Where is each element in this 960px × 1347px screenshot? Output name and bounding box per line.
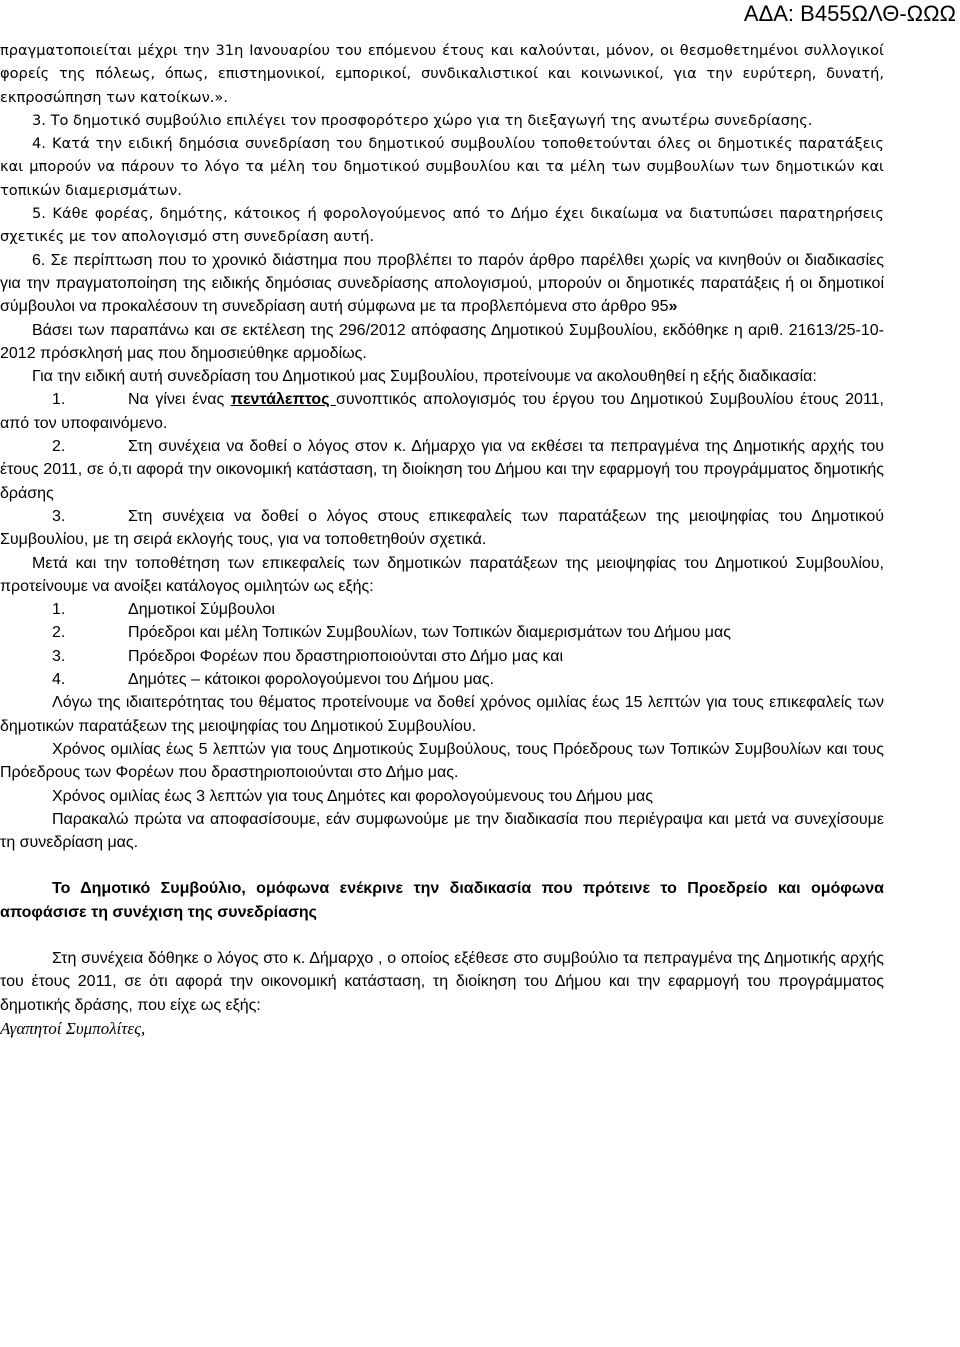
procedure-item-text-post: συνοπτικός απολογισμός του έργου του Δημοτικού Συμβουλίου έτους 2011, από τον υποφαινόμενο.: [0, 391, 885, 432]
procedure-item-number: 2.: [52, 438, 66, 456]
paragraph-speakers-intro: Μετά και την τοποθέτηση των επικεφαλείς των δημοτικών παρατάξεων της μειοψηφίας του Δημοτικού Συμβουλίου, προτείνουμε να ανοίξει κατάλογος ομιλητών ως εξής:: [0, 554, 884, 595]
law-excerpt: [0, 39, 884, 249]
procedure-item-number: 3.: [52, 507, 66, 525]
paragraph-time-leaders: Λόγω της ιδιαιτερότητας του θέματος προτείνουμε να δοθεί χρόνος ομιλίας έως 15 λεπτών για τους επικεφαλείς των δημοτικών παρατάξεων της μειοψηφίας του Δημοτικού Συμβουλίου.: [0, 694, 884, 735]
speaker-item-1: [0, 598, 884, 621]
speaker-item-3: [0, 645, 884, 668]
paragraph-law-5: 5. Κάθε φορέας, δημότης, κάτοικος ή φορολογούμενος από το Δήμο έχει δικαίωμα να διατυπώσει παρατηρήσεις σχετικές με τον απολογισμό στη συνεδρίαση αυτή.: [0, 205, 884, 246]
speaker-item-4: [0, 668, 884, 691]
speaker-item-number: 3.: [52, 647, 66, 665]
paragraph-time-councillors: Χρόνος ομιλίας έως 5 λεπτών για τους Δημοτικούς Συμβούλους, τους Πρόεδρους των Τοπικών Συμβουλίων και τους Πρόεδρους των Φορέων που δραστηριοποιούνται στο Δήμο μας.: [0, 740, 884, 782]
paragraph-please-decide: Παρακαλώ πρώτα να αποφασίσουμε, εάν συμφωνούμε με την διαδικασία που περιέγραψα και μετά να συνεχίσουμε τη συνεδρίαση μας.: [0, 810, 884, 852]
paragraph-law-4: 4. Κατά την ειδική δημόσια συνεδρίαση του δημοτικού συμβουλίου τοποθετούνται όλες οι δημοτικές παρατάξεις και μπορούν να πάρουν το λόγο τα μέλη του δημοτικού συμβουλίου και τα μέλη των συμβουλίων των δημοτικών και τοπικών διαμερισμάτων.: [0, 135, 884, 199]
closing-quote: »: [668, 298, 678, 316]
procedure-item-3: [0, 505, 884, 552]
spacer: [0, 924, 884, 947]
paragraph-law-6-text: 6. Σε περίπτωση που το χρονικό διάστημα που προβλέπει το παρόν άρθρο παρέλθει χωρίς να κινηθούν οι διαδικασίες για την πραγματοποίηση της ειδικής δημόσιας συνεδρίασης απολογισμού, μπορούν οι δημοτικές παρατάξεις ή οι δημοτικοί σύμβουλοι να προκαλέσουν τη συνεδρίαση αυτή σύμφωνα με τα προβλεπόμενα στο άρθρο 95: [0, 251, 884, 316]
paragraph-law-6: [0, 249, 884, 319]
procedure-item-1: [0, 388, 884, 435]
paragraph-basei: Βάσει των παραπάνω και σε εκτέλεση της 296/2012 απόφασης Δημοτικού Συμβουλίου, εκδόθηκε η αριθ. 21613/25-10-2012 πρόσκλησή μας που δημοσιεύθηκε αρμοδίως.: [0, 321, 884, 362]
spacer: [0, 854, 884, 877]
procedure-item-number: 1.: [52, 391, 66, 409]
proposal-section: [0, 249, 884, 1041]
speaker-item-2: [0, 621, 884, 644]
procedure-item-text: Στη συνέχεια να δοθεί ο λόγος στους επικεφαλείς των παρατάξεων της μειοψηφίας του Δημοτικού Συμβουλίου, με τη σειρά εκλογής τους, για να τοποθετηθούν σχετικά.: [0, 507, 884, 549]
procedure-item-text: Στη συνέχεια να δοθεί ο λόγος στον κ. Δήμαρχο για να εκθέσει τα πεπραγμένα της Δημοτικής αρχής του έτους 2011, σε ό,τι αφορά την οικονομική κατάσταση, τη διοίκηση του Δήμου και την εφαρμογή του προγράμματος δημοτικής δράσης: [0, 438, 884, 502]
speaker-item-number: 4.: [52, 671, 66, 689]
salutation: Αγαπητοί Συμπολίτες,: [0, 1018, 146, 1038]
procedure-item-emphasis: πεντάλεπτος: [230, 391, 337, 409]
paragraph-mayor-report: Στη συνέχεια δόθηκε ο λόγος στο κ. Δήμαρχο , ο οποίος εξέθεσε στο συμβούλιο τα πεπραγμένα της Δημοτικής αρχής του έτους 2011, σε ότι αφορά την οικονομική κατάσταση, τη διοίκηση του Δήμου και την εφαρμογή του προγράμματος δημοτικής δράσης, που είχε ως εξής:: [0, 949, 884, 1014]
speaker-item-number: 2.: [52, 624, 66, 642]
paragraph-law-2-end: πραγματοποιείται μέχρι την 31η Ιανουαρίου του επόμενου έτους και καλούνται, μόνον, οι θεσμοθετημένοι συλλογικοί φορείς της πόλεως, όπως, επιστημονικοί, εμπορικοί, συνδικαλιστικοί και κοινωνικοί, για την ευρύτερη, δυνατή, εκπροσώπηση των κατοίκων.».: [0, 42, 884, 106]
paragraph-law-3: 3. Το δημοτικό συμβούλιο επιλέγει τον προσφορότερο χώρο για τη διεξαγωγή της ανωτέρω συνεδρίασης.: [32, 111, 813, 129]
procedure-item-text-pre: Να γίνει ένας: [128, 391, 231, 409]
paragraph-time-citizens: Χρόνος ομιλίας έως 3 λεπτών για τους Δημότες και φορολογούμενους του Δήμου μας: [52, 787, 653, 805]
procedure-item-2: [0, 435, 884, 505]
speaker-item-number: 1.: [52, 601, 66, 619]
ada-code: ΑΔΑ: Β455ΩΛΘ-ΩΩΩ: [743, 1, 956, 26]
paragraph-intro: Για την ειδική αυτή συνεδρίαση του Δημοτικού μας Συμβουλίου, προτείνουμε να ακολουθηθεί η εξής διαδικασία:: [32, 368, 817, 386]
speaker-item-text: Πρόεδροι και μέλη Τοπικών Συμβουλίων, των Τοπικών διαμερισμάτων του Δήμου μας: [128, 624, 731, 642]
speaker-item-text: Δημοτικοί Σύμβουλοι: [128, 601, 275, 619]
speaker-item-text: Δημότες – κάτοικοι φορολογούμενοι του Δήμου μας.: [128, 671, 495, 689]
speaker-item-text: Πρόεδροι Φορέων που δραστηριοποιούνται στο Δήμο μας και: [128, 647, 564, 665]
council-decision: Το Δημοτικό Συμβούλιο, ομόφωνα ενέκρινε την διαδικασία που πρότεινε το Προεδρείο και ομόφωνα αποφάσισε τη συνέχιση της συνεδρίασης: [0, 880, 884, 921]
document-body: [0, 39, 884, 1040]
